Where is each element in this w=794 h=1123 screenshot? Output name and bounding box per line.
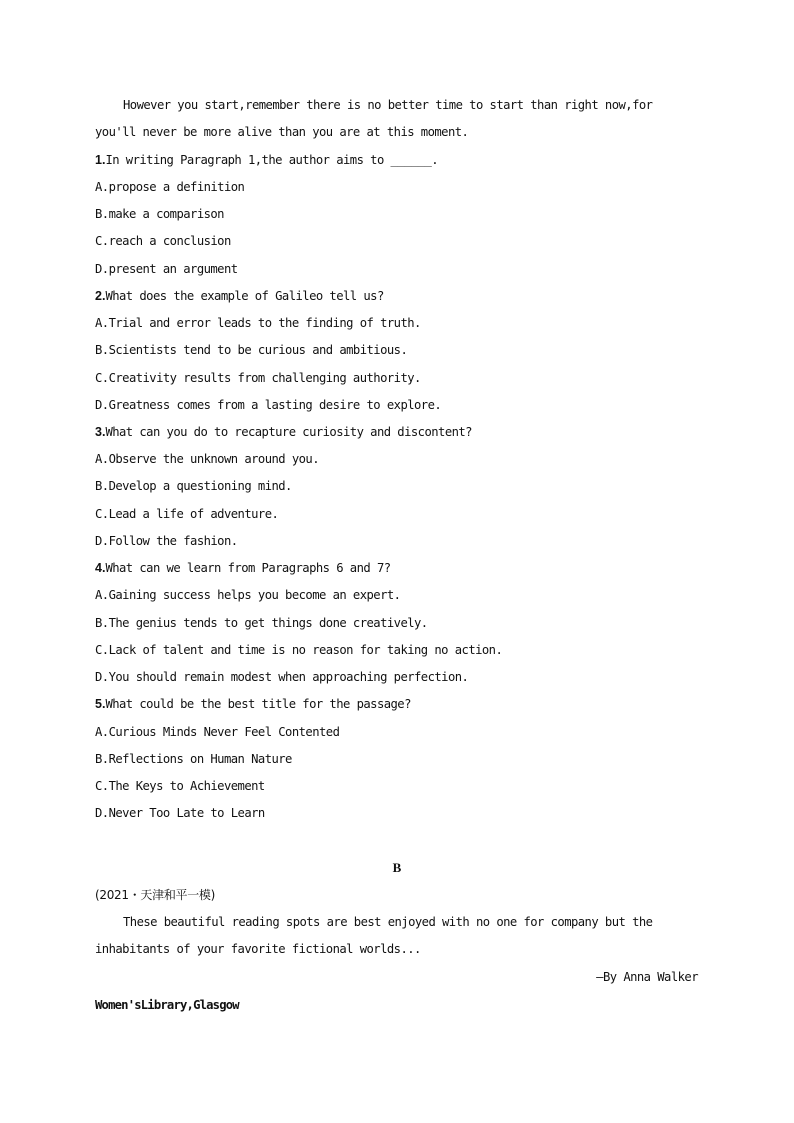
question-1-stem [95, 151, 438, 169]
q5-option-c: C.The Keys to Achievement [95, 779, 265, 793]
question-text: What does the example of Galileo tell us? [105, 289, 384, 303]
intro-line-1: However you start,remember there is no better time to start than right now,for [123, 98, 653, 112]
q3-option-a: A.Observe the unknown around you. [95, 452, 319, 466]
section-b-byline: —By Anna Walker [596, 970, 698, 984]
question-number: 5. [95, 697, 106, 711]
q3-option-c: C.Lead a life of adventure. [95, 507, 279, 521]
q1-option-c: C.reach a conclusion [95, 234, 231, 248]
q5-option-a: A.Curious Minds Never Feel Contented [95, 725, 340, 739]
q2-option-b: B.Scientists tend to be curious and ambitious. [95, 343, 408, 357]
question-number: 4. [95, 561, 106, 575]
question-3-stem [95, 423, 472, 441]
section-b-intro-line-1: These beautiful reading spots are best enjoyed with no one for company but the [123, 915, 653, 929]
question-text: What could be the best title for the passage? [105, 697, 411, 711]
section-b-source: (2021・天津和平一模) [95, 888, 216, 902]
question-text: What can you do to recapture curiosity and discontent? [105, 425, 472, 439]
q4-option-c: C.Lack of talent and time is no reason for taking no action. [95, 643, 503, 657]
q4-option-d: D.You should remain modest when approaching perfection. [95, 670, 469, 684]
question-2-stem [95, 287, 384, 305]
section-b-label: B [392, 860, 402, 875]
q2-option-c: C.Creativity results from challenging authority. [95, 371, 421, 385]
question-number: 1. [95, 153, 106, 167]
question-number: 2. [95, 289, 106, 303]
q2-option-d: D.Greatness comes from a lasting desire to explore. [95, 398, 442, 412]
q1-option-b: B.make a comparison [95, 207, 224, 221]
q3-option-b: B.Develop a questioning mind. [95, 479, 292, 493]
q1-option-d: D.present an argument [95, 262, 238, 276]
question-text: In writing Paragraph 1,the author aims to ______. [105, 153, 439, 167]
question-text: What can we learn from Paragraphs 6 and 7? [105, 561, 391, 575]
q1-option-a: A.propose a definition [95, 180, 245, 194]
section-b-intro-line-2: inhabitants of your favorite fictional worlds... [95, 942, 421, 956]
q3-option-d: D.Follow the fashion. [95, 534, 238, 548]
section-b-heading: Women'sLibrary,Glasgow [95, 998, 239, 1012]
q5-option-d: D.Never Too Late to Learn [95, 806, 265, 820]
q4-option-a: A.Gaining success helps you become an expert. [95, 588, 401, 602]
q2-option-a: A.Trial and error leads to the finding of truth. [95, 316, 421, 330]
question-5-stem [95, 695, 411, 713]
q4-option-b: B.The genius tends to get things done creatively. [95, 616, 428, 630]
intro-line-2: you'll never be more alive than you are at this moment. [95, 125, 469, 139]
q5-option-b: B.Reflections on Human Nature [95, 752, 292, 766]
question-number: 3. [95, 425, 106, 439]
question-4-stem [95, 559, 391, 577]
